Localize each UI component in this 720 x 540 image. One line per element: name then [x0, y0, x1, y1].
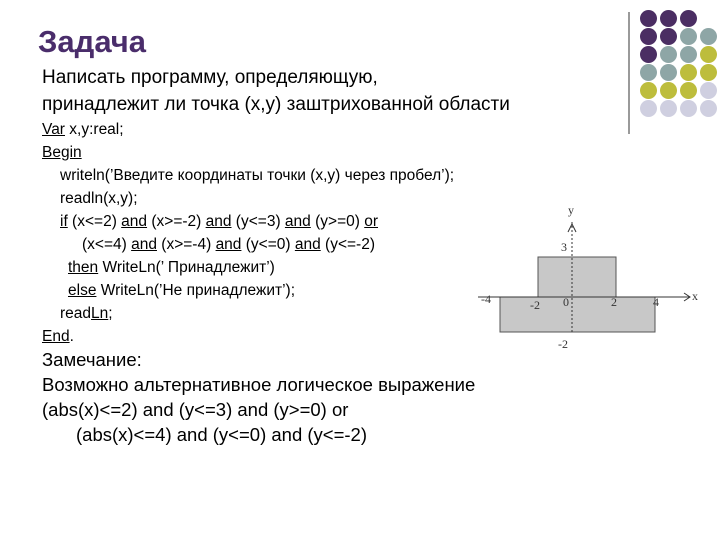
x-tick-0: 0 [563, 295, 569, 309]
y-tick-3: 3 [561, 240, 567, 254]
keyword-else: else [68, 282, 97, 299]
upper-region [538, 257, 616, 297]
keyword-and: and [215, 236, 242, 253]
condition-part: (y<=-2) [320, 236, 375, 253]
note-heading: Замечание: [42, 349, 142, 370]
keyword-or: or [364, 213, 379, 230]
condition-part: (x<=4) [82, 236, 132, 253]
else-statement: WriteLn(’Не принадлежит’); [96, 282, 296, 299]
condition-part: (y>=0) [310, 213, 365, 230]
lower-region [500, 297, 655, 332]
readln-end: ; [108, 305, 113, 322]
var-declaration: x,y:real; [64, 121, 124, 138]
keyword-and: and [284, 213, 311, 230]
keyword-begin: Begin [42, 144, 82, 161]
then-statement: WriteLn(’ Принадлежит’) [98, 259, 275, 276]
end-dot: . [69, 328, 74, 345]
code-readln-line: readln(x,y); [60, 190, 138, 207]
note-line-1: Возможно альтернативное логическое выражение [42, 374, 476, 395]
condition-part: (x<=2) [67, 213, 122, 230]
readln-part: read [60, 305, 92, 322]
x-tick-neg4: -4 [481, 292, 491, 306]
x-tick-2: 2 [611, 295, 617, 309]
x-tick-4: 4 [653, 295, 659, 309]
keyword-end: End [42, 328, 70, 345]
keyword-and: and [131, 236, 157, 253]
slide-title: Задача [38, 24, 147, 59]
keyword-then: then [68, 259, 99, 276]
readln-underlined: Ln [91, 305, 109, 322]
keyword-var: Var [42, 121, 65, 138]
y-tick-neg2: -2 [558, 337, 568, 351]
keyword-and: and [205, 213, 232, 230]
condition-part: (x>=-4) [156, 236, 216, 253]
x-tick-neg2: -2 [530, 298, 540, 312]
code-writeln-line: writeln(’Введите координаты точки (x,y) через пробел’); [60, 167, 455, 184]
note-line-2: (abs(x)<=2) and (y<=3) and (y>=0) or [42, 399, 349, 420]
keyword-and: and [121, 213, 148, 230]
x-axis-label: x [692, 289, 698, 303]
y-axis-label: y [568, 203, 574, 217]
keyword-if: if [60, 213, 68, 230]
task-line-1: Написать программу, определяющую, [42, 67, 378, 88]
condition-part: (y<=0) [241, 236, 295, 253]
keyword-and: and [294, 236, 321, 253]
task-line-2: принадлежит ли точка (x,y) заштрихованной области [42, 94, 510, 115]
condition-part: (y<=3) [231, 213, 285, 230]
condition-part: (x>=-2) [147, 213, 206, 230]
note-line-3: (abs(x)<=4) and (y<=0) and (y<=-2) [76, 424, 368, 445]
